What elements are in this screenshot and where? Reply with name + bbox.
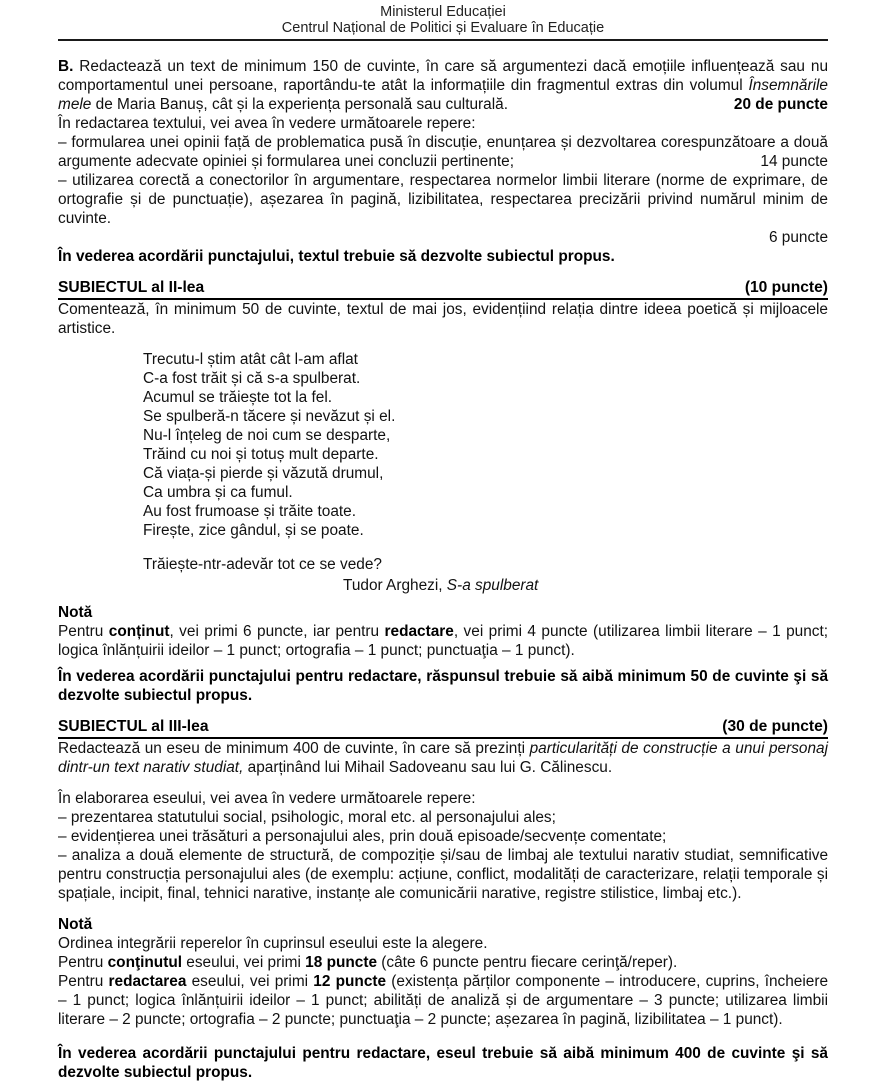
poem-line: Trăind cu noi și totuș mult departe. bbox=[143, 446, 379, 463]
poem-line: C-a fost trăit și că s-a spulberat. bbox=[143, 370, 361, 387]
note-bold: redactare bbox=[384, 623, 454, 640]
poem-block bbox=[143, 350, 828, 574]
note-text: eseului, vei primi bbox=[186, 973, 314, 990]
subject3-task-end: aparținând lui Mihail Sadoveanu sau lui G. Călinescu. bbox=[243, 759, 613, 776]
subject2-note-label: Notă bbox=[58, 604, 93, 621]
section-b-bullet-2-points: 6 puncte bbox=[768, 229, 828, 246]
subject2-heading-title: SUBIECTUL al II-lea bbox=[58, 279, 205, 296]
note-text: Pentru bbox=[58, 973, 109, 990]
subject3-heading bbox=[58, 718, 828, 739]
section-b-bullet-2: – utilizarea corectă a conectorilor în argumentare, respectarea normelor limbii literare (norme de exprimare, de ortografie și de punctuație), așezarea în pagină, lizibilitatea, respectarea precizării privind numărul minim de cuvinte. bbox=[58, 172, 828, 227]
header-divider bbox=[58, 39, 828, 41]
poem-line: Acumul se trăiește tot la fel. bbox=[143, 389, 333, 406]
section-b-task bbox=[58, 57, 828, 114]
subject2-heading-points: (10 puncte) bbox=[744, 279, 828, 296]
poem-line: Firește, zice gândul, și se poate. bbox=[143, 522, 364, 539]
subject3-task-italic: particularități de construcție a unui personaj dintr-un text narativ studiat, bbox=[58, 740, 828, 776]
subject3-bullet-3: – analiza a două elemente de structură, de compoziție și/sau de limbaj ale textului narativ studiat, semnificative pentru construcția personajului ales (de exemplu: acțiune, conflict, modalități de caracterizare, relații temporale și spațiale, incipit, final, tehnici narative, instanțe ale comunicării narative, registre stilistice, limbaj etc.). bbox=[58, 847, 828, 902]
poem-line: Se spulberă-n tăcere și nevăzut și el. bbox=[143, 408, 396, 425]
note-text: , vei primi 6 puncte, iar pentru bbox=[169, 623, 385, 640]
section-b-text-start: Redactează un text de minimum 150 de cuvinte, în care să argumentezi dacă emoțiile influențează sau nu comportamentul unei persoane, raportându-te atât la informațiile din fragmentul extras din volumul bbox=[58, 58, 828, 94]
subject3-note-line2 bbox=[58, 953, 828, 972]
subject3-task bbox=[58, 739, 828, 777]
poem-stanza-gap bbox=[143, 540, 828, 555]
note-text: , vei primi 4 puncte (utilizarea limbii literare – 1 punct; logica înlănțuirii ideilor – 1 punct; ortografia – 1 punct; punctuaţia – 1 punct). bbox=[58, 623, 829, 659]
note-text: (existența părților componente – introducere, cuprins, încheiere – 1 punct; logica înlănțuirii ideilor – 1 punct; abilități de analiză și de argumentare – 3 puncte; utilizarea limbii literare – 2 puncte; ortografia – 2 puncte; punctuaţia – 2 puncte; așezarea în pagină, lizibilitatea – 1 punct). bbox=[58, 973, 829, 1028]
section-b-closing: În vederea acordării punctajului, textul trebuie să dezvolte subiectul propus. bbox=[58, 248, 615, 265]
poem-title: S-a spulberat bbox=[446, 577, 539, 594]
note-text: eseului, vei primi bbox=[182, 954, 306, 971]
section-b-label: B. bbox=[58, 58, 74, 75]
section-b-bullet-1-text: – formularea unei opinii față de problematica pusă în discuție, enunțarea și dezvoltarea corespunzătoare a două argumente adecvate opiniei și formularea unei concluzii pertinente; bbox=[58, 134, 828, 170]
subject3-repere-intro: În elaborarea eseului, vei avea în vedere următoarele repere: bbox=[58, 790, 476, 807]
section-b-bullet-1-points: 14 puncte bbox=[752, 152, 828, 171]
poem-closing-line: Trăiește-ntr-adevăr tot ce se vede? bbox=[143, 556, 382, 573]
subject3-bullet-1: – prezentarea statutului social, psihologic, moral etc. al personajului ales; bbox=[58, 809, 556, 826]
note-bold: 12 puncte bbox=[313, 973, 387, 990]
subject2-closing: În vederea acordării punctajului pentru redactare, răspunsul trebuie să aibă minimum 50 de cuvinte şi să dezvolte subiectul propus. bbox=[58, 668, 828, 704]
section-b-work-title: Însemnările mele bbox=[58, 77, 828, 113]
subject3-note-line3 bbox=[58, 972, 828, 1029]
note-text: Pentru bbox=[58, 954, 108, 971]
note-bold: 18 puncte bbox=[305, 954, 378, 971]
poem-line: Ca umbra și ca fumul. bbox=[143, 484, 293, 501]
note-bold: redactarea bbox=[108, 973, 187, 990]
section-b-text-end: de Maria Banuș, cât și la experiența personală sau culturală. bbox=[91, 96, 508, 113]
doc-header bbox=[58, 5, 828, 36]
subject3-closing: În vederea acordării punctajului pentru redactare, eseul trebuie să aibă minimum 400 de cuvinte şi să dezvolte subiectul propus. bbox=[58, 1045, 828, 1081]
subject3-note-label: Notă bbox=[58, 916, 93, 933]
section-b-points: 20 de puncte bbox=[726, 95, 828, 114]
subject3-bullet-2: – evidențierea unei trăsături a personajului ales, prin două episoade/secvențe comentate; bbox=[58, 828, 667, 845]
subject3-note-line1: Ordinea integrării reperelor în cuprinsul eseului este la alegere. bbox=[58, 935, 488, 952]
ministry-name: Ministerul Educației bbox=[380, 4, 506, 20]
note-text: Pentru bbox=[58, 623, 109, 640]
poem-line: Nu-l înțeleg de noi cum se desparte, bbox=[143, 427, 391, 444]
note-bold: conţinutul bbox=[107, 954, 182, 971]
poem-line: Au fost frumoase și trăite toate. bbox=[143, 503, 357, 520]
subject2-heading bbox=[58, 279, 828, 300]
subject3-heading-title: SUBIECTUL al III-lea bbox=[58, 718, 209, 735]
poem-line: Că viața-și pierde și văzută drumul, bbox=[143, 465, 384, 482]
subject2-note bbox=[58, 622, 828, 660]
subject3-heading-points: (30 de puncte) bbox=[722, 718, 828, 735]
note-bold: conținut bbox=[108, 623, 170, 640]
center-name: Centrul Național de Politici și Evaluare în Educație bbox=[281, 19, 605, 36]
poem-author: Tudor Arghezi, bbox=[343, 577, 447, 594]
section-b-repere-intro: În redactarea textului, vei avea în vedere următoarele repere: bbox=[58, 115, 476, 132]
poem-line: Trecutu-l știm atât cât l-am aflat bbox=[143, 351, 358, 368]
poem-attribution bbox=[343, 576, 828, 595]
section-b-bullet-1 bbox=[58, 133, 828, 171]
subject2-task: Comentează, în minimum 50 de cuvinte, textul de mai jos, evidențiind relația dintre ideea poetică și mijloacele artistice. bbox=[58, 301, 828, 337]
note-text: (câte 6 puncte pentru fiecare cerinţă/reper). bbox=[377, 954, 678, 971]
subject3-task-start: Redactează un eseu de minimum 400 de cuvinte, în care să prezinți bbox=[58, 740, 530, 757]
